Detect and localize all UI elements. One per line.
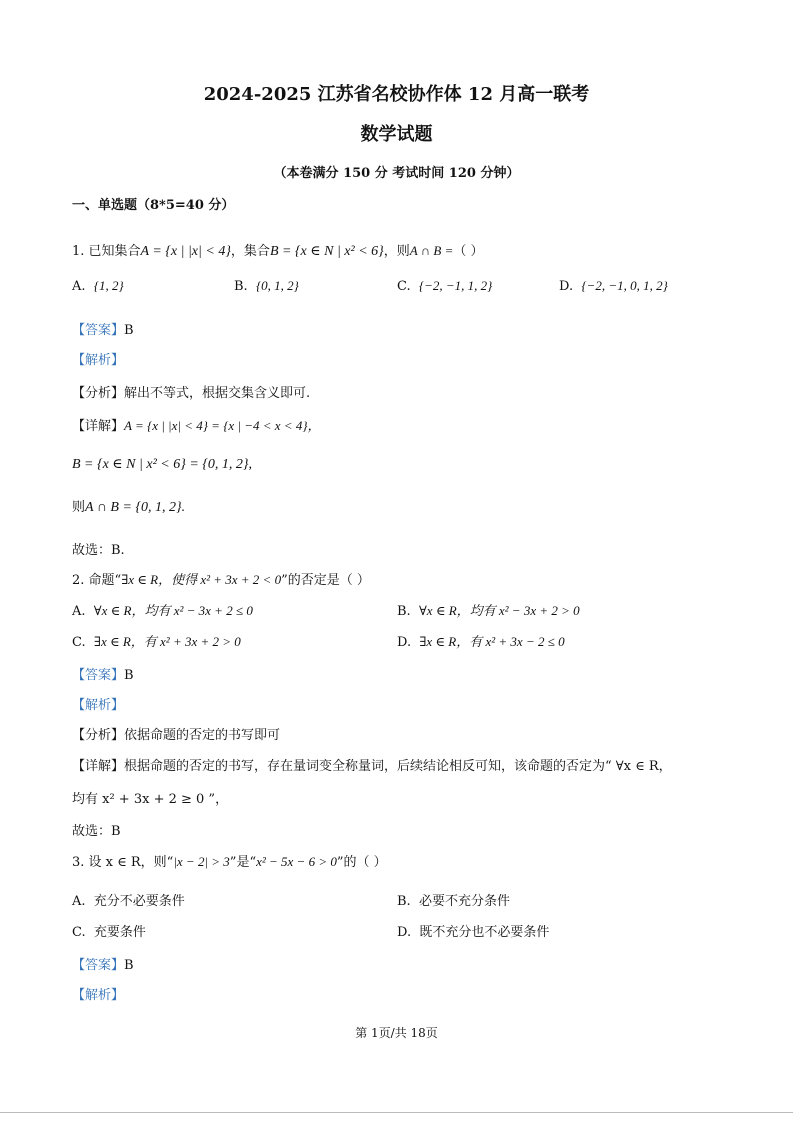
option-text: 既不充分也不必要条件 [419,925,550,940]
option-text: {1, 2} [93,278,124,293]
q1-detail-line3 [72,496,185,516]
q1-fenxi [72,382,310,401]
answer-value: B [124,323,134,338]
q2-detail-line1 [72,755,672,774]
option-text: {0, 1, 2} [255,278,299,293]
option-text: ∃x ∈ R，有 x² + 3x − 2 ≤ 0 [419,634,565,649]
fenxi-tag: 【分析】 [72,386,125,401]
detail-text: 则 [72,500,86,515]
option-label: B. [234,279,248,294]
q1-option-b [234,278,299,294]
exam-title: 2024-2025 江苏省名校协作体 12 月高一联考 [203,84,590,105]
option-text: 充要条件 [93,925,146,940]
detail-text: A = {x | |x| < 4} = {x | −4 < x < 4}， [124,418,321,433]
q1-option-a [72,278,124,294]
q2-stem-text: 2. 命题“ [72,573,122,588]
q1-set-a: A = {x | |x| < 4} [140,244,231,259]
fenxi-text: 依据命题的否定的书写即可 [124,728,281,743]
option-text: 必要不充分条件 [418,894,510,909]
q1-analysis-tag: 【解析】 [72,353,125,368]
detail-tag: 【详解】 [72,759,125,774]
exam-note: （本卷满分 150 分 考试时间 120 分钟） [273,166,520,181]
q2-fenxi [72,724,280,743]
page-number: 第 1页/共 18页 [355,1026,438,1040]
q2-option-b [397,600,580,619]
q1-option-c [397,278,492,294]
option-label: A. [72,894,86,909]
q3-stem-math2: x² − 5x − 6 > 0 [256,854,337,869]
q1-detail-line2: B = {x ∈ N | x² < 6} = {0, 1, 2}, [72,457,252,472]
q1-stem-text2: ，集合 [230,244,270,259]
q2-stem [72,569,370,588]
q1-stem-text: 1. 已知集合 [72,244,141,259]
option-label: D. [397,925,412,940]
q2-option-c [72,631,241,650]
option-label: A. [72,604,86,619]
option-label: B. [397,604,411,619]
q1-answer [72,319,134,338]
q3-stem-math1: |x − 2| > 3 [173,854,230,869]
detail-math: A ∩ B = {0, 1, 2}. [85,500,186,515]
q3-answer [72,954,134,973]
option-label: C. [72,925,86,940]
option-text: ∀x ∈ R，均有 x² − 3x + 2 > 0 [418,603,580,618]
q1-stem-text3: ，则 [383,244,410,259]
q3-stem [72,851,387,870]
q3-stem-text: 3. 设 x ∈ R，则“ [72,855,174,870]
fenxi-tag: 【分析】 [72,728,125,743]
section-title: 一、单选题（8*5=40 分） [72,198,235,213]
option-label: A. [72,279,86,294]
option-label: D. [559,279,574,294]
q1-conclusion: 故选：B. [72,543,125,558]
q3-stem-text2: ”是“ [229,855,257,870]
q1-paren: （ ） [453,244,484,259]
option-label: D. [397,635,412,650]
answer-tag: 【答案】 [72,323,125,338]
q3-analysis-tag: 【解析】 [72,988,125,1003]
answer-value: B [124,668,134,683]
q2-detail-line2: 均有 x² + 3x + 2 ≥ 0 ”， [72,792,229,807]
q3-option-d [397,921,549,940]
q3-stem-text3: ”的（ ） [336,855,387,870]
q1-set-b: B = {x ∈ N | x² < 6} [269,244,384,259]
q1-detail-line1 [72,415,321,434]
q2-conclusion: 故选：B [72,824,121,839]
option-label: C. [397,279,411,294]
fenxi-text: 解出不等式，根据交集含义即可. [124,386,311,401]
q2-analysis-tag: 【解析】 [72,698,125,713]
page-bottom-divider [0,1112,793,1113]
subject-title: 数学试题 [360,124,433,145]
option-text: {−2, −1, 0, 1, 2} [581,278,668,293]
q1-stem [72,240,483,260]
answer-value: B [124,958,134,973]
q2-stem-text2: ”的否定是（ ） [281,573,370,588]
option-label: B. [397,894,411,909]
q1-option-d [559,278,668,294]
option-text: ∀x ∈ R，均有 x² − 3x + 2 ≤ 0 [93,603,253,618]
q3-option-c [72,921,146,940]
q2-answer [72,664,134,683]
detail-text: 根据命题的否定的书写，存在量词变全称量词，后续结论相反可知，该命题的否定为“ ∀x ∈ R， [124,759,672,774]
q3-option-b [397,890,510,909]
option-text: 充分不必要条件 [93,894,185,909]
answer-tag: 【答案】 [72,668,125,683]
option-text: ∃x ∈ R，有 x² + 3x + 2 > 0 [93,634,241,649]
answer-tag: 【答案】 [72,958,125,973]
q2-option-a [72,600,253,619]
q2-option-d [397,631,565,650]
detail-tag: 【详解】 [72,419,125,434]
q2-stem-math: ∃x ∈ R，使得 x² + 3x + 2 < 0 [121,572,282,587]
option-label: C. [72,635,86,650]
option-text: {−2, −1, 1, 2} [418,278,493,293]
q3-option-a [72,890,185,909]
q1-expr: A ∩ B = [409,243,454,258]
